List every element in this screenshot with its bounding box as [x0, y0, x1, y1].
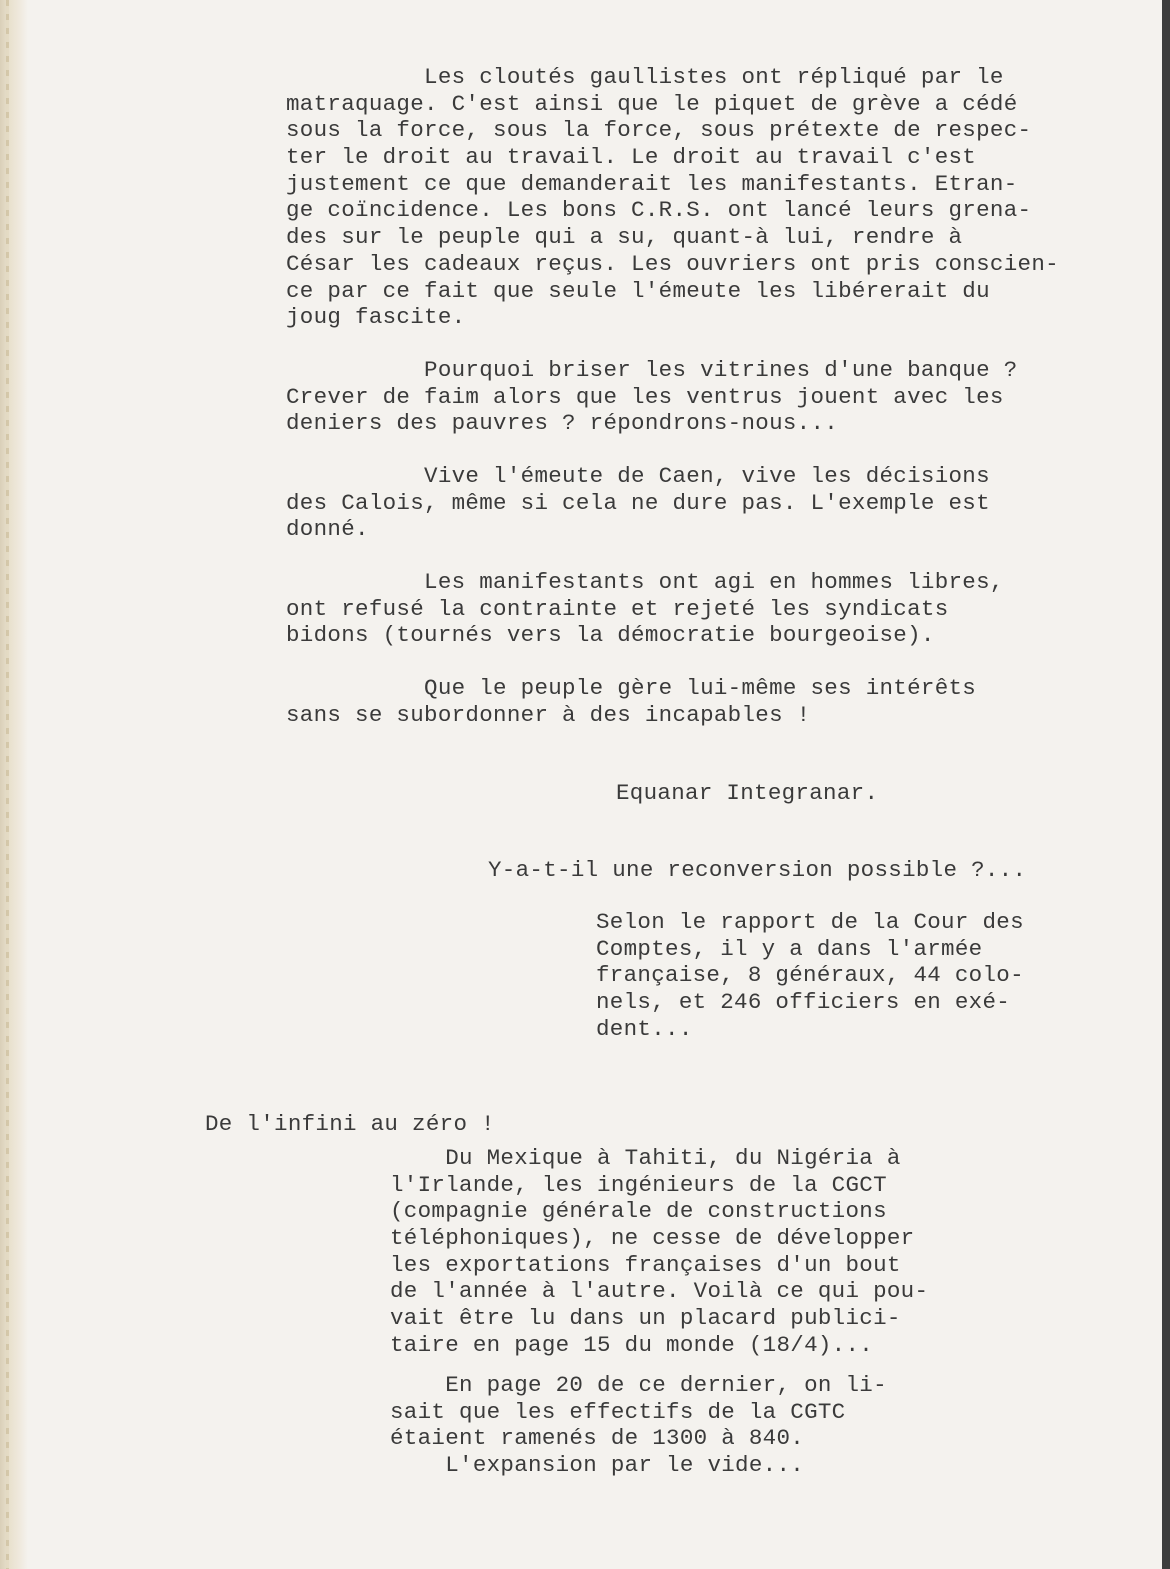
author-signature [616, 780, 878, 807]
text-line: ce par ce fait que seule l'émeute les libérerait du [286, 277, 990, 304]
text-line: de l'année à l'autre. Voilà ce qui pou- [390, 1278, 929, 1305]
text-line: César les cadeaux reçus. Les ouvriers ont pris conscien- [286, 250, 1059, 277]
text-line: Pourquoi briser les vitrines d'une banque ? [286, 357, 1018, 383]
paragraph-bank-windows [286, 357, 1018, 437]
paragraph-self-management [286, 675, 976, 728]
text-line: sans se subordonner à des incapables ! [286, 701, 811, 728]
text-line: De l'infini au zéro ! [205, 1111, 495, 1137]
text-line: Les manifestants ont agi en hommes libres, [286, 569, 1004, 595]
text-line: ge coïncidence. Les bons C.R.S. ont lancé leurs grena- [286, 197, 1032, 224]
text-line: vait être lu dans un placard publici- [390, 1305, 901, 1332]
paragraph-cgtc-staff [390, 1372, 887, 1479]
text-line: Comptes, il y a dans l'armée [596, 935, 983, 962]
text-line: bidons (tournés vers la démocratie bourgeoise). [286, 622, 935, 649]
paragraph-caen-riot [286, 463, 990, 543]
text-line: Les cloutés gaullistes ont répliqué par le [286, 64, 1004, 90]
text-line: deniers des pauvres ? répondrons-nous... [286, 410, 839, 437]
text-line: Selon le rapport de la Cour des [596, 909, 1024, 935]
text-line: ter le droit au travail. Le droit au travail c'est [286, 144, 977, 171]
text-line: des Calois, même si cela ne dure pas. L'exemple est [286, 489, 990, 516]
text-line: Crever de faim alors que les ventrus jouent avec les [286, 383, 1004, 410]
text-line: française, 8 généraux, 44 colo- [596, 962, 1024, 989]
text-line: téléphoniques), ne cesse de développer [390, 1225, 915, 1252]
paragraph-cgct-exports [390, 1145, 928, 1359]
page-right-edge [1162, 0, 1170, 1569]
section-heading-infinity-zero [205, 1111, 495, 1138]
text-line: sous la force, sous la force, sous prétexte de respec- [286, 117, 1032, 144]
text-line: Vive l'émeute de Caen, vive les décisions [286, 463, 990, 489]
text-line: En page 20 de ce dernier, on li- [390, 1372, 887, 1398]
text-line: l'Irlande, les ingénieurs de la CGCT [390, 1171, 887, 1198]
text-line: Y-a-t-il une reconversion possible ?... [488, 857, 1027, 883]
text-line: taire en page 15 du monde (18/4)... [390, 1331, 874, 1358]
paragraph-free-men [286, 569, 1004, 649]
text-line: (compagnie générale de constructions [390, 1198, 887, 1225]
text-line: étaient ramenés de 1300 à 840. [390, 1425, 805, 1452]
paragraph-surplus-officers [596, 909, 1024, 1042]
text-line: des sur le peuple qui a su, quant-à lui, rendre à [286, 224, 963, 251]
text-line: les exportations françaises d'un bout [390, 1251, 901, 1278]
text-line: Equanar Integranar. [616, 780, 879, 806]
section-heading-reconversion [488, 857, 1026, 884]
text-line: nels, et 246 officiers en exé- [596, 989, 1011, 1016]
text-line: donné. [286, 516, 369, 543]
text-line: L'expansion par le vide... [390, 1452, 805, 1479]
text-line: justement ce que demanderait les manifestants. Etran- [286, 170, 1018, 197]
text-line: sait que les effectifs de la CGTC [390, 1398, 846, 1425]
text-line: matraquage. C'est ainsi que le piquet de grève a cédé [286, 90, 1018, 117]
text-line: Que le peuple gère lui-même ses intérêts [286, 675, 977, 701]
paragraph-riot-response [286, 64, 1059, 331]
text-line: Du Mexique à Tahiti, du Nigéria à [390, 1145, 901, 1171]
text-line: dent... [596, 1015, 693, 1042]
page-binding-edge [0, 0, 28, 1569]
text-line: joug fascite. [286, 304, 466, 331]
text-line: ont refusé la contrainte et rejeté les syndicats [286, 595, 949, 622]
